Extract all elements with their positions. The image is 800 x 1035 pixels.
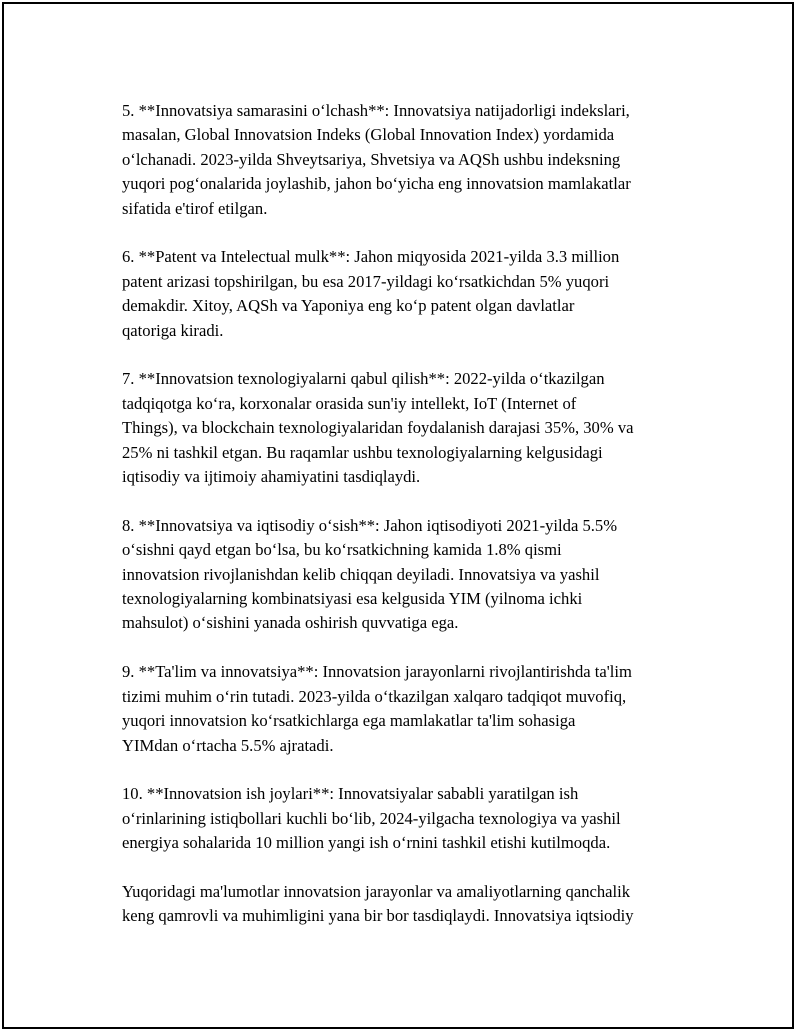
paragraph-6-patents: 6. **Patent va Intelectual mulk**: Jahon miqyosida 2021-yilda 3.3 million patent arizasi topshirilgan, bu esa 2017-yildagi koʻrsatkichdan 5% yuqori demakdir. Xitoy, AQSh va Yaponiya eng koʻp patent olgan davlatlar qatoriga kiradi. <box>122 247 620 340</box>
document-body <box>122 99 702 953</box>
paragraph-9-education: 9. **Ta'lim va innovatsiya**: Innovatsion jarayonlarni rivojlantirishda ta'lim tizimi muhim oʻrin tutadi. 2023-yilda oʻtkazilgan xalqaro tadqiqot muvofiq, yuqori innovatsion koʻrsatkichlarga ega mamlakatlar ta'lim sohasiga YIMdan oʻrtacha 5.5% ajratadi. <box>122 662 632 755</box>
paragraph-conclusion: Yuqoridagi ma'lumotlar innovatsion jarayonlar va amaliyotlarning qanchalik keng qamrovli va muhimligini yana bir bor tasdiqlaydi. Innovatsiya iqtsiodiy <box>122 881 634 926</box>
paragraph-10-jobs: 10. **Innovatsion ish joylari**: Innovatsiyalar sababli yaratilgan ish oʻrinlarining istiqbollari kuchli boʻlib, 2024-yilgacha texnologiya va yashil energiya sohalarida 10 million yangi ish oʻrnini tashkil etishi kutilmoqda. <box>122 784 621 853</box>
document-page <box>2 2 794 1029</box>
paragraph-8-economic-growth: 8. **Innovatsiya va iqtisodiy oʻsish**: Jahon iqtisodiyoti 2021-yilda 5.5% oʻsishni qayd etgan boʻlsa, bu koʻrsatkichning kamida 1.8% qismi innovatsion rivojlanishdan kelib chiqqan deyiladi. Innovatsiya va yashil texnologiyalarning kombinatsiyasi esa kelgusida YIM (yilnoma ichki mahsulot) oʻsishini yanada oshirish quvvatiga ega. <box>122 515 618 633</box>
paragraph-7-technology-adoption: 7. **Innovatsion texnologiyalarni qabul qilish**: 2022-yilda oʻtkazilgan tadqiqotga koʻra, korxonalar orasida sun'iy intellekt, IoT (Internet of Things), va blockchain texnologiyalaridan foydalanish darajasi 35%, 30% va 25% ni tashkil etgan. Bu raqamlar ushbu texnologiyalarning kelgusidagi iqtisodiy va ijtimoiy ahamiyatini tasdiqlaydi. <box>122 369 634 487</box>
paragraph-5-innovation-measurement: 5. **Innovatsiya samarasini oʻlchash**: Innovatsiya natijadorligi indekslari, masalan, Global Innovatsion Indeks (Global Innovation Index) yordamida oʻlchanadi. 2023-yilda Shveytsariya, Shvetsiya va AQSh ushbu indeksning yuqori pogʻonalarida joylashib, jahon boʻyicha eng innovatsion mamlakatlar sifatida e'tirof etilgan. <box>122 101 631 218</box>
